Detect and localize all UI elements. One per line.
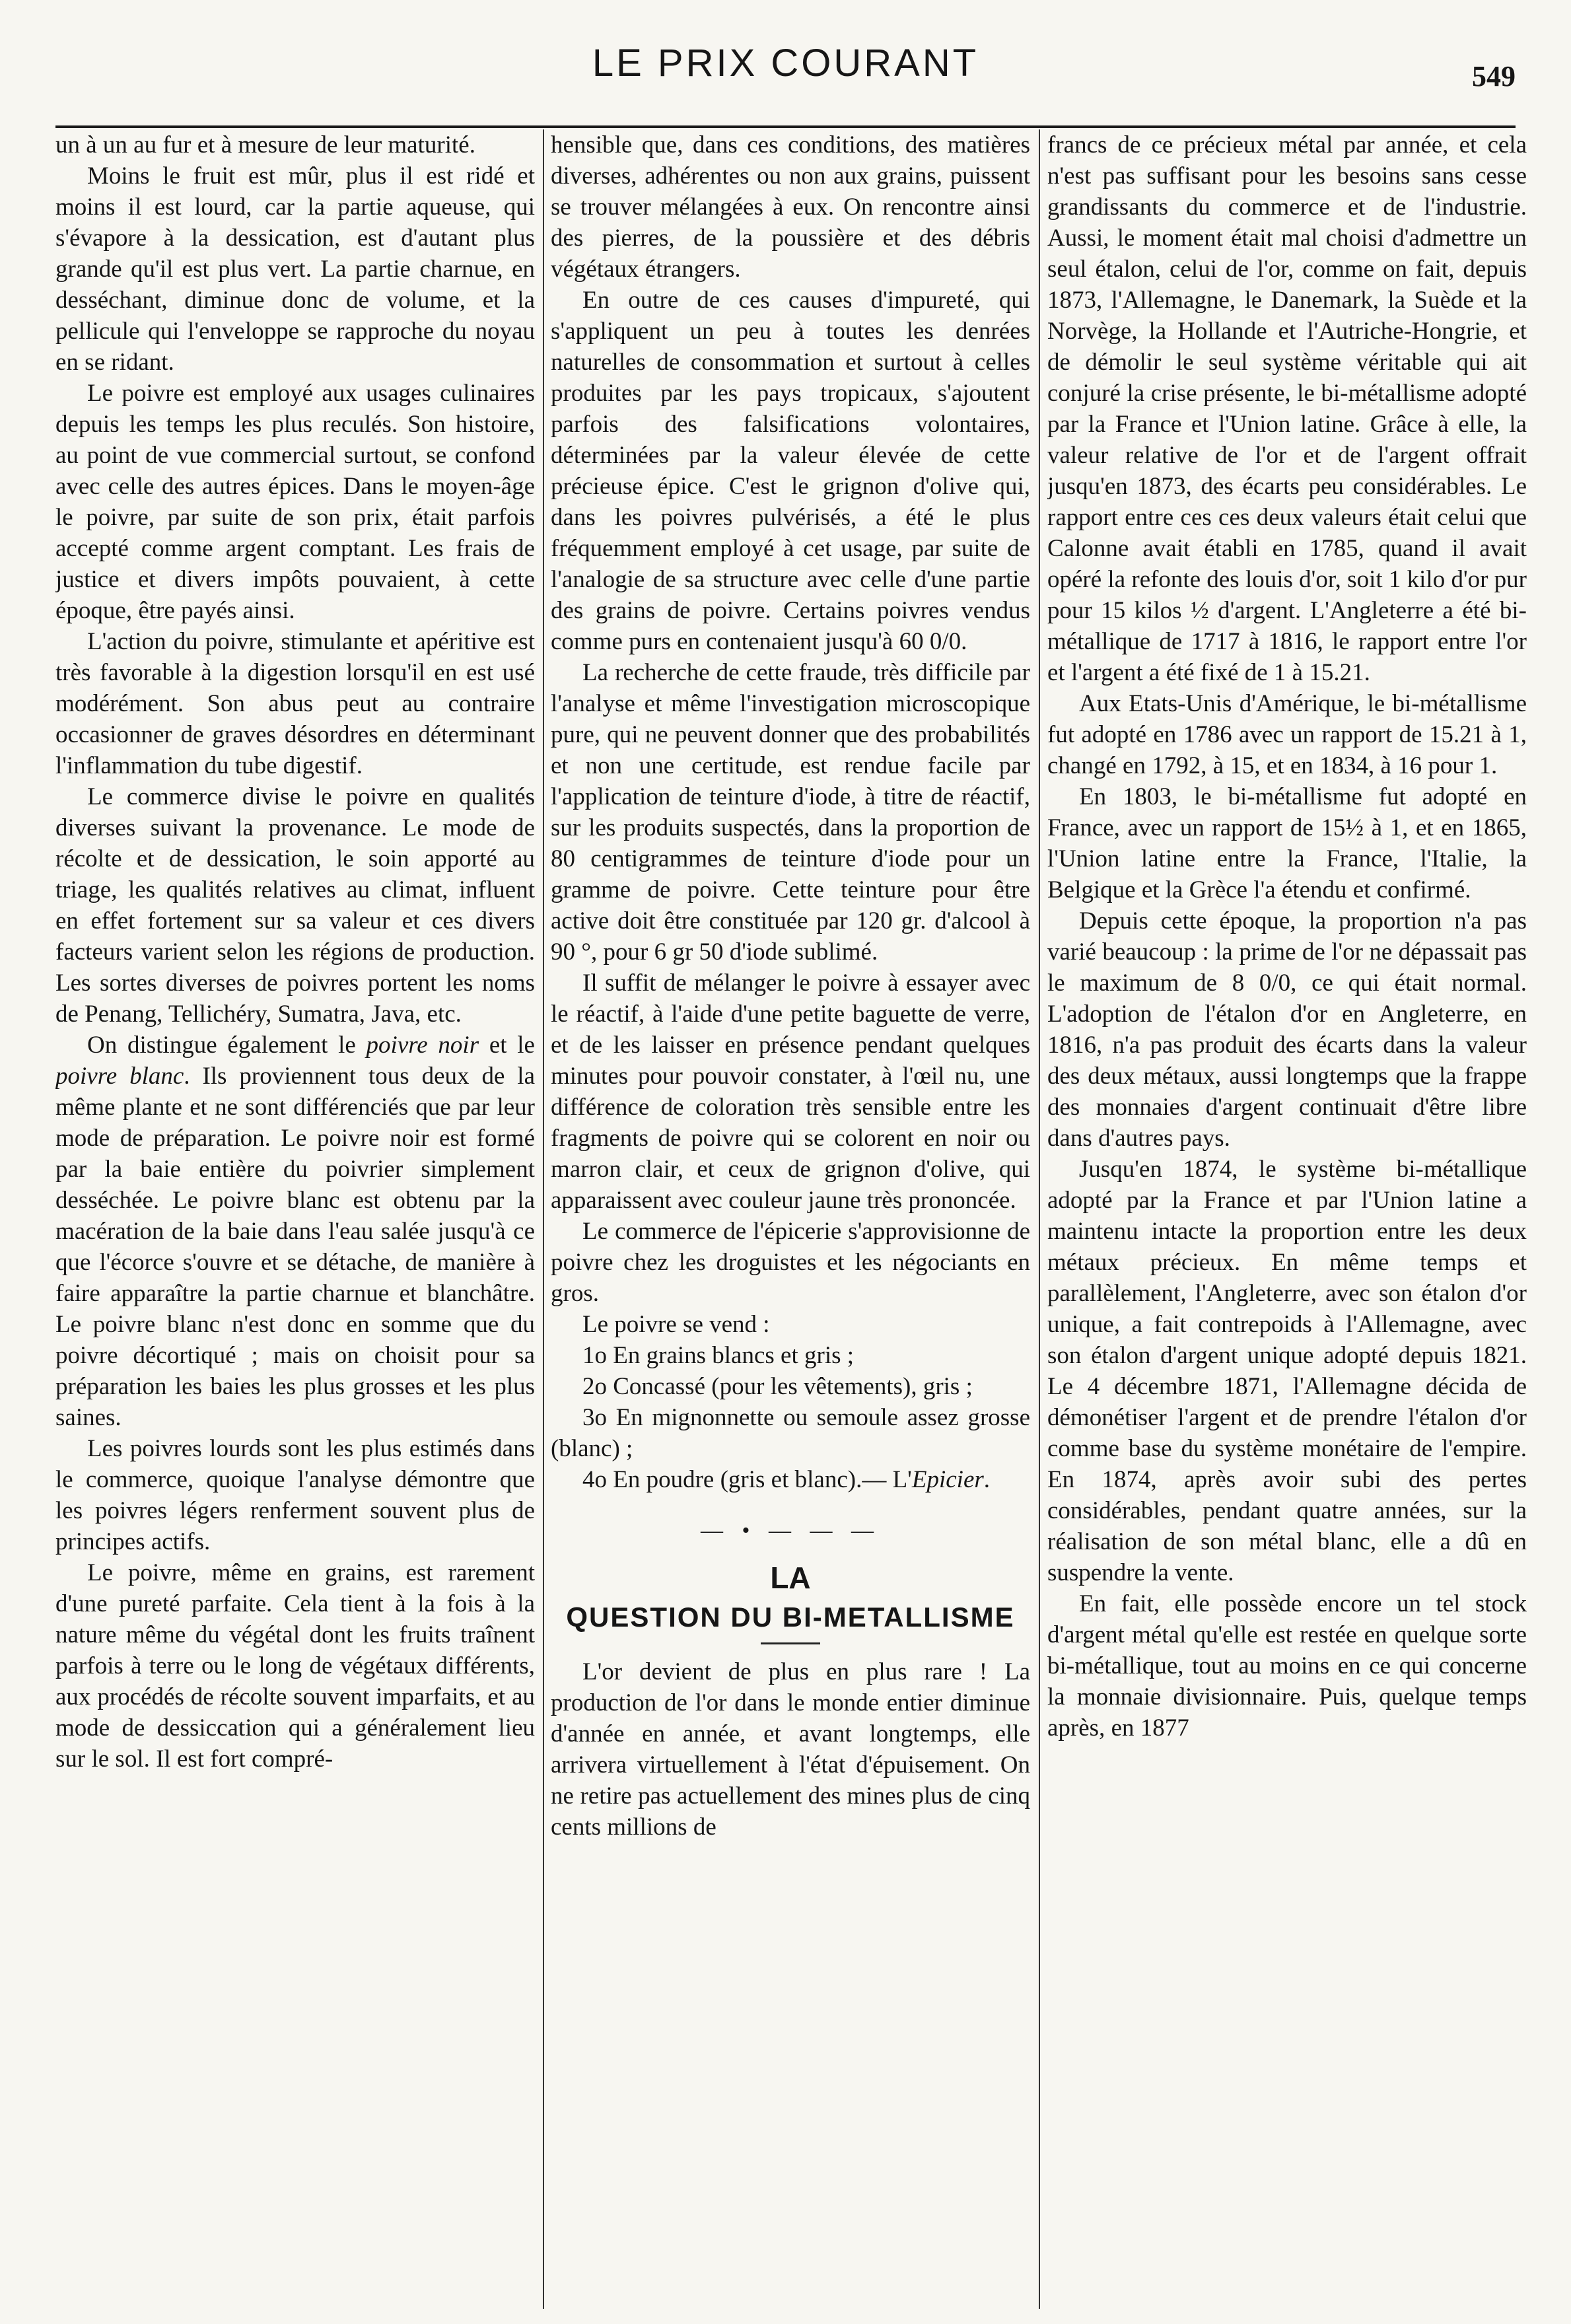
- paragraph: francs de ce précieux métal par année, et cela n'est pas suffisant pour les besoins sans cesse grandissants du commerce et de l'industrie. Aussi, le moment était mal choisi d'admettre un seul étalon, celui de l'or, comme on fait, depuis 1873, l'Allemagne, le Danemark, la Suède et la Norvège, la Hollande et l'Autriche-Hongrie, et de démolir le seul système véritable qui ait conjuré la crise présente, le bi-métallisme adopté par la France et l'Union latine. Grâce à elle, la valeur relative de l'or et de l'argent offrait jusqu'en 1873, des écarts peu considérables. Le rapport entre ces ces deux valeurs était celui que Calonne avait établi en 1785, quand il avait opéré la refonte des louis d'or, soit 1 kilo d'or pur pour 15 kilos ½ d'argent. L'Angleterre a été bi-métallique de 1717 à 1816, le rapport entre l'or et l'argent a été fixé de 1 à 15.21.: [1047, 131, 1527, 686]
- paragraph: L'or devient de plus en plus rare ! La production de l'or dans le monde entier diminue d'année en année, et avant longtemps, elle arrivera virtuellement à l'état d'épuisement. On ne retire pas actuellement des mines plus de cinq cents millions de: [551, 1658, 1030, 1841]
- text-run: . Ils proviennent tous deux de la même plante et ne sont différenciés que par leur mode de préparation. Le poivre noir est formé par la baie entière du poivrier simplement desséchée. Le poivre blanc est obtenu par la macération de la baie dans l'eau salée jusqu'à ce que l'écorce s'ouvre et se détache, de manière à faire apparaître la partie charnue et blanchâtre. Le poivre blanc n'est donc en somme que du poivre décortiqué ; mais on choisit pour sa préparation les baies les plus grosses et les plus saines.: [55, 1063, 535, 1431]
- section-title: [551, 1558, 1030, 1637]
- paragraph: En outre de ces causes d'impureté, qui s'appliquent un peu à toutes les denrées naturelles de consommation et surtout à celles produites par les pays tropicaux, s'ajoutent parfois des falsifications volontaires, déterminées par la valeur élevée de cette précieuse épice. C'est le grignon d'olive qui, dans les poivres pulvérisés, a été le plus fréquemment employé à cet usage, par suite de l'analogie de sa structure avec celle d'une partie des grains de poivre. Certains poivres vendus comme purs en contenaient jusqu'à 60 0/0.: [551, 287, 1030, 655]
- paragraph: Les poivres lourds sont les plus estimés dans le commerce, quoique l'analyse démontre que les poivres légers renferment souvent plus de principes actifs.: [55, 1435, 535, 1555]
- header-rule: [55, 125, 1516, 128]
- section-title-line: QUESTION DU BI-METALLISME: [566, 1602, 1015, 1633]
- running-head: LE PRIX COURANT: [592, 42, 979, 85]
- paragraph: un à un au fur et à mesure de leur maturité.: [55, 131, 475, 158]
- column-divider: [1039, 129, 1040, 2309]
- paragraph: Le commerce divise le poivre en qualités diverses suivant la provenance. Le mode de récolte et de dessication, le soin apporté au triage, les qualités relatives au climat, influent en effet fortement sur sa valeur et ces divers facteurs varient selon les régions de production. Les sortes diverses de poivres portent les noms de Penang, Tellichéry, Sumatra, Java, etc.: [55, 783, 535, 1028]
- paragraph: hensible que, dans ces conditions, des matières diverses, adhérentes ou non aux grains, puissent se trouver mélangées à eux. On rencontre ainsi des pierres, de la poussière et des débris végétaux étrangers.: [551, 131, 1030, 283]
- section-separator: — • — — —: [701, 1518, 880, 1543]
- paragraph: Aux Etats-Unis d'Amérique, le bi-métallisme fut adopté en 1786 avec un rapport de 15.21 à 1, changé en 1792, à 15, et en 1834, à 16 pour 1.: [1047, 690, 1527, 779]
- paragraph: La recherche de cette fraude, très difficile par l'analyse et même l'investigation microscopique pure, qui ne peuvent donner que des probabilités et non une certitude, est rendue facile par l'application de teinture d'iode, à titre de réactif, sur les produits suspectés, dans la proportion de 80 centigrammes de teinture d'iode pour un gramme de poivre. Cette teinture pour être active doit être constituée par 120 gr. d'alcool à 90 °, pour 6 gr 50 d'iode sublimé.: [551, 659, 1030, 966]
- paragraph: Il suffit de mélanger le poivre à essayer avec le réactif, à l'aide d'une petite baguette de verre, et de les laisser en présence pendant quelques minutes pour pouvoir constater, à l'œil nu, une différence de coloration très sensible entre les fragments de poivre qui se colorent en noir ou marron clair, et ceux de grignon d'olive, qui apparaissent avec couleur jaune très prononcée.: [551, 969, 1030, 1214]
- page-number: 549: [1472, 60, 1516, 92]
- page-header: [0, 26, 1571, 106]
- section-title-line: LA: [770, 1561, 811, 1595]
- paragraph: Moins le fruit est mûr, plus il est ridé et moins il est lourd, car la partie aqueuse, qui s'évapore à la dessication, est d'autant plus grande qu'il est plus vert. La partie charnue, en desséchant, diminue donc de volume, et la pellicule qui l'enveloppe se rapproche du noyau en se ridant.: [55, 162, 535, 376]
- list-item: [551, 1464, 1030, 1495]
- list-item: 3o En mignonnette ou semoule assez grosse (blanc) ;: [551, 1404, 1030, 1462]
- list-item: 1o En grains blancs et gris ;: [582, 1342, 855, 1369]
- text-run: — L': [862, 1466, 912, 1493]
- italic-term: poivre blanc: [55, 1063, 184, 1090]
- text-column-3: [1047, 129, 1527, 2309]
- text-run: On distingue également le: [87, 1032, 367, 1059]
- paragraph: Depuis cette époque, la proportion n'a pas varié beaucoup : la prime de l'or ne dépassait pas le maximum de 8 0/0, ce qui était normal. L'adoption de l'étalon d'or en Angleterre, en 1816, n'a pas produit des écarts dans la valeur des deux métaux, aussi longtemps que la frappe des monnaies d'argent continuait d'être libre dans d'autres pays.: [1047, 907, 1527, 1152]
- text-column-2: [551, 129, 1030, 2309]
- text-column-1: [55, 129, 535, 2309]
- paragraph: L'action du poivre, stimulante et apéritive est très favorable à la digestion lorsqu'il en est usé modérément. Son abus peut au contraire occasionner de graves désordres en déterminant l'inflammation du tube digestif.: [55, 628, 535, 779]
- text-run: 4o En poudre (gris et blanc).: [582, 1466, 862, 1493]
- paragraph: En fait, elle possède encore un tel stock d'argent métal qu'elle est restée en quelque sorte bi-métallique, tout au moins en ce qui concerne la monnaie divisionnaire. Puis, quelque temps après, en 1877: [1047, 1590, 1527, 1742]
- italic-term: poivre noir: [366, 1032, 479, 1059]
- paragraph: Le poivre est employé aux usages culinaires depuis les temps les plus reculés. Son histoire, au point de vue commercial surtout, se confond avec celle des autres épices. Dans le moyen-âge le poivre, par suite de son prix, était parfois accepté comme argent comptant. Les frais de justice et divers impôts pouvaient, à cette époque, être payés ainsi.: [55, 380, 535, 624]
- paragraph: Le poivre se vend :: [582, 1311, 770, 1338]
- text-run: .: [983, 1466, 991, 1493]
- list-item: 2o Concassé (pour les vêtements), gris ;: [582, 1373, 973, 1400]
- paragraph: Jusqu'en 1874, le système bi-métallique adopté par la France et par l'Union latine a maintenu intacte la proportion entre les deux métaux précieux. En même temps et parallèlement, l'Angleterre, avec son étalon d'or unique, a fait contrepoids à l'Allemagne, avec son étalon d'argent unique adopté depuis 1821. Le 4 décembre 1871, l'Allemagne décida de démonétiser l'argent et de prendre l'étalon d'or comme base du système monétaire de l'empire. En 1874, après avoir subi des pertes considérables, pendant quatre années, sur la réalisation de son métal blanc, elle a dû en suspendre la vente.: [1047, 1156, 1527, 1586]
- text-run: et le: [479, 1032, 535, 1059]
- paragraph: En 1803, le bi-métallisme fut adopté en France, avec un rapport de 15½ à 1, et en 1865, l'Union latine entre la France, l'Italie, la Belgique et la Grèce l'a étendu et confirmé.: [1047, 783, 1527, 903]
- paragraph: Le poivre, même en grains, est rarement d'une pureté parfaite. Cela tient à la fois à la nature même du végétal dont les fruits traînent parfois à terre ou le long de végétaux différents, aux procédés de récolte souvent imparfaits, et au mode de dessiccation qui a généralement lieu sur le sol. Il est fort compré-: [55, 1559, 535, 1773]
- title-rule: [761, 1642, 820, 1644]
- paragraph: Le commerce de l'épicerie s'approvisionne de poivre chez les droguistes et les négociants en gros.: [551, 1218, 1030, 1307]
- column-divider: [543, 129, 544, 2309]
- paragraph: [55, 1030, 535, 1433]
- signature: Epicier: [911, 1466, 984, 1493]
